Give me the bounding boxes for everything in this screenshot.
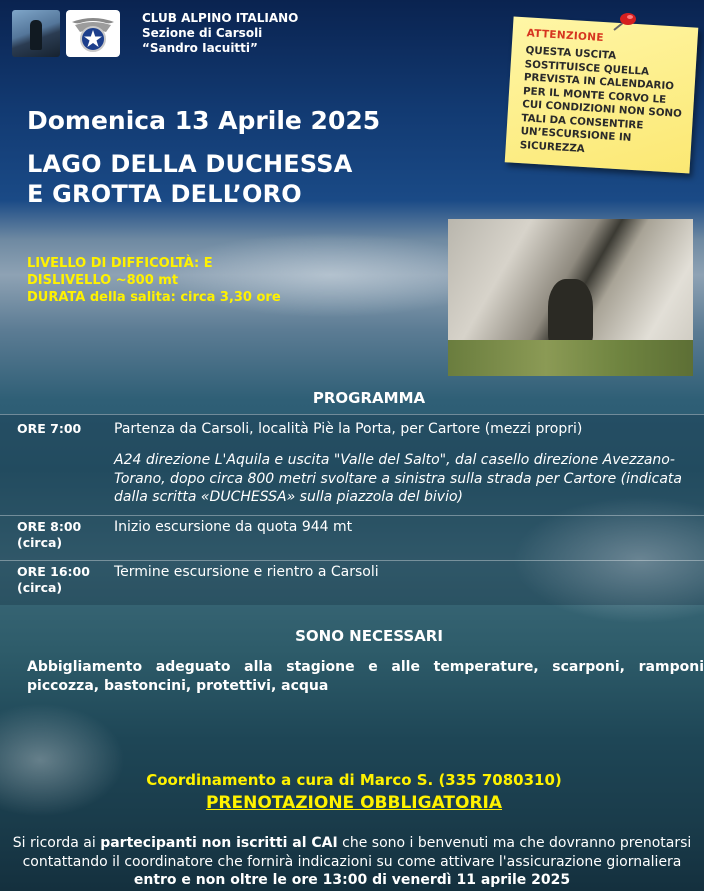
program-text-3: Termine escursione e rientro a Carsoli bbox=[114, 564, 379, 580]
coordinator-contact: Coordinamento a cura di Marco S. (335 7080310) bbox=[146, 771, 562, 789]
program-time-2-value: ORE 8:00 bbox=[17, 519, 82, 534]
club-name: CLUB ALPINO ITALIANO bbox=[142, 11, 299, 25]
trip-details bbox=[27, 255, 281, 306]
footer-note bbox=[0, 834, 704, 890]
route-note: A24 direzione L'Aquila e uscita "Valle del Salto", dal casello direzione Avezzano-Torano, dopo circa 800 metri svoltare a sinistra sulla strada per Cartore (indicata dalla scritta «DUCHESSA» sulla piazzola del bivio) bbox=[114, 452, 683, 505]
equipment-list: Abbigliamento adeguato alla stagione e alle temperature, scarponi, ramponi piccozza, bastoncini, protettivi, acqua bbox=[27, 659, 704, 694]
booking-required: PRENOTAZIONE OBBLIGATORIA bbox=[205, 793, 503, 813]
program-heading: PROGRAMMA bbox=[312, 389, 426, 407]
cai-logo bbox=[66, 10, 120, 57]
event-title-line1: LAGO DELLA DUCHESSA bbox=[27, 150, 353, 178]
event-title-line2: E GROTTA DELL’ORO bbox=[27, 180, 302, 208]
footer-bold-2: entro e non oltre le ore 13:00 di venerdì 11 aprile 2025 bbox=[133, 872, 571, 888]
event-title bbox=[27, 149, 353, 209]
notice-body: QUESTA USCITA SOSTITUISCE QUELLA PREVISTA IN CALENDARIO PER IL MONTE CORVO LE CUI CONDIZIONI NON SONO TALI DA CONSENTIRE UN’ESCURSIONE IN SICUREZZA bbox=[519, 44, 683, 155]
program-text-2: Inizio escursione da quota 944 mt bbox=[114, 519, 353, 535]
program-time-3-value: ORE 16:00 bbox=[17, 564, 90, 579]
program-time-3-note: (circa) bbox=[17, 580, 63, 595]
program-text-1: Partenza da Carsoli, località Piè la Porta, per Cartore (mezzi propri) bbox=[114, 421, 583, 437]
pushpin-icon bbox=[610, 10, 640, 34]
notice-sticky-note bbox=[505, 16, 699, 173]
program-time-2 bbox=[17, 519, 81, 551]
mountaineer-photo bbox=[12, 10, 60, 57]
footer-bold-1: partecipanti non iscritti al CAI bbox=[100, 835, 338, 851]
event-date: Domenica 13 Aprile 2025 bbox=[27, 106, 381, 135]
cave-photo bbox=[448, 219, 693, 376]
difficulty-level: LIVELLO DI DIFFICOLTÀ: E bbox=[27, 256, 213, 271]
equipment-heading: SONO NECESSARI bbox=[295, 627, 443, 645]
footer-text-1: Si ricorda ai bbox=[12, 835, 101, 851]
ascent-duration: DURATA della salita: circa 3,30 ore bbox=[27, 290, 281, 305]
notice-heading: ATTENZIONE bbox=[526, 27, 605, 45]
club-header bbox=[142, 11, 298, 56]
section-label: Sezione di Carsoli bbox=[142, 26, 263, 40]
elevation-gain: DISLIVELLO ~800 mt bbox=[27, 273, 179, 288]
section-name: “Sandro Iacuitti” bbox=[142, 41, 258, 55]
program-time-1: ORE 7:00 bbox=[17, 421, 82, 436]
program-time-3 bbox=[17, 564, 90, 596]
program-time-2-note: (circa) bbox=[17, 535, 63, 550]
footer-text-2: che sono i benvenuti ma che dovranno prenotarsi contattando il coordinatore che fornirà indicazioni su come attivare l'assicurazione giornaliera bbox=[22, 835, 692, 870]
